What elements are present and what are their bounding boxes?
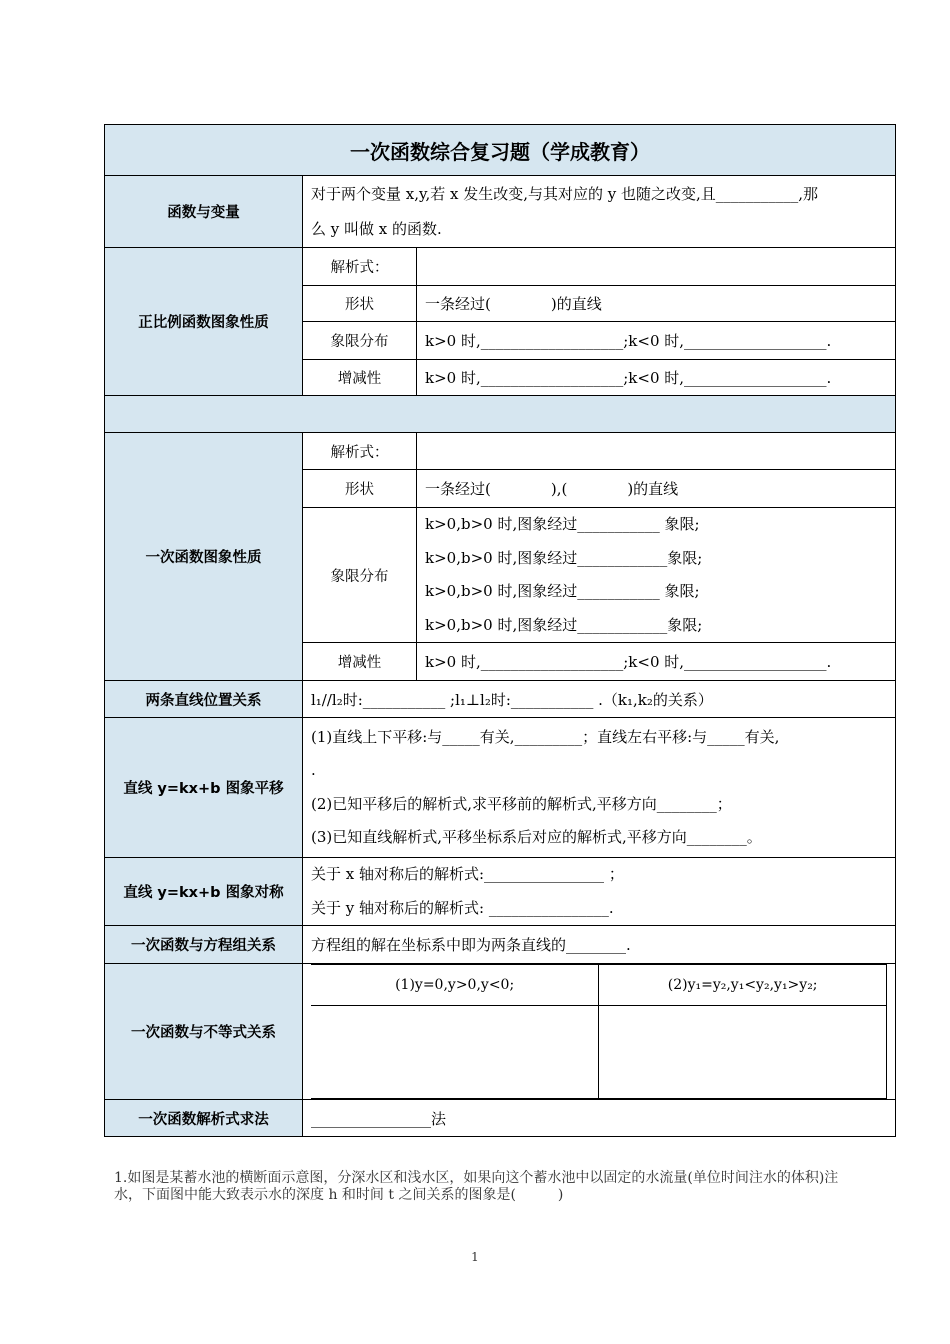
func-var-line-1: 对于两个变量 x,y,若 x 发生改变,与其对应的 y 也随之改变,且___________,那: [311, 184, 819, 203]
prop-quadrant-value: k>0 时,___________________;k<0 时,___________________.: [417, 322, 896, 360]
func-var-line-2: 么 y 叫做 x 的函数.: [311, 219, 442, 238]
row-label-equation: 一次函数与方程组关系: [105, 926, 303, 964]
linear-expr-value: [417, 433, 896, 470]
inequality-col-2: (2)y₁=y₂,y₁<y₂,y₁>y₂;: [599, 965, 887, 1006]
linear-quadrant-line: k>0,b>0 时,图象经过____________象限;: [425, 615, 703, 634]
symmetry-line: 关于 y 轴对称后的解析式: ________________.: [311, 898, 614, 917]
prop-expr-label: 解析式：: [303, 248, 417, 286]
linear-quadrant-line: k>0,b>0 时,图象经过___________ 象限;: [425, 582, 700, 600]
linear-mono-value: k>0 时,___________________;k<0 时,___________________.: [417, 643, 896, 681]
translate-line: (2)已知平移后的解析式,求平移前的解析式,平移方向________；: [311, 794, 732, 813]
row-label-translate: 直线 y=kx+b 图象平移: [105, 718, 303, 858]
linear-shape-label: 形状: [303, 470, 417, 508]
review-table: [104, 124, 896, 1137]
inequality-cell: [303, 964, 896, 1100]
method-value: ________________法: [303, 1100, 896, 1137]
func-var-definition: [303, 176, 896, 248]
prop-mono-value: k>0 时,___________________;k<0 时,___________________.: [417, 360, 896, 396]
prop-shape-value: 一条经过( )的直线: [417, 286, 896, 322]
row-label-linear: 一次函数图象性质: [105, 433, 303, 681]
translate-list: [303, 718, 896, 858]
linear-quadrant-label: 象限分布: [303, 508, 417, 643]
row-label-method: 一次函数解析式求法: [105, 1100, 303, 1137]
separator-row: [105, 396, 896, 433]
linear-expr-label: 解析式：: [303, 433, 417, 470]
prop-expr-value: [417, 248, 896, 286]
inequality-grid: [311, 964, 887, 1099]
translate-line: (3)已知直线解析式,平移坐标系后对应的解析式,平移方向________。: [311, 828, 762, 846]
row-label-func-var: 函数与变量: [105, 176, 303, 248]
row-label-inequality: 一次函数与不等式关系: [105, 964, 303, 1100]
review-sheet: [104, 124, 895, 1137]
page-number: 1: [471, 1250, 479, 1264]
linear-quadrant-list: [417, 508, 896, 643]
translate-line: .: [311, 761, 316, 779]
linear-mono-label: 增减性: [303, 643, 417, 681]
prop-quadrant-label: 象限分布: [303, 322, 417, 360]
row-label-proportional: 正比例函数图象性质: [105, 248, 303, 396]
translate-line: (1)直线上下平移:与_____有关,_________；直线左右平移:与_____有关,: [311, 727, 780, 746]
symmetry-list: [303, 858, 896, 926]
position-value: l₁//l₂时:___________ ;l₁⊥l₂时:___________ .（k₁,k₂的关系）: [303, 681, 896, 718]
equation-value: 方程组的解在坐标系中即为两条直线的________.: [303, 926, 896, 964]
prop-mono-label: 增减性: [303, 360, 417, 396]
inequality-blank-2: [599, 1006, 887, 1099]
inequality-col-1: (1)y=0,y>0,y<0;: [311, 965, 599, 1006]
row-label-symmetry: 直线 y=kx+b 图象对称: [105, 858, 303, 926]
linear-shape-value: 一条经过( ),( )的直线: [417, 470, 896, 508]
question-1: 1.如图是某蓄水池的横断面示意图，分深水区和浅水区，如果向这个蓄水池中以固定的水流量(单位时间注水的体积)注水，下面图中能大致表示水的深度 h 和时间 t 之间关系的图象是( ): [114, 1170, 839, 1203]
row-label-position: 两条直线位置关系: [105, 681, 303, 718]
linear-quadrant-line: k>0,b>0 时,图象经过____________象限;: [425, 548, 703, 567]
linear-quadrant-line: k>0,b>0 时,图象经过___________ 象限;: [425, 515, 700, 533]
inequality-blank-1: [311, 1006, 599, 1099]
table-title: 一次函数综合复习题（学成教育）: [105, 125, 896, 176]
prop-shape-label: 形状: [303, 286, 417, 322]
symmetry-line: 关于 x 轴对称后的解析式:________________ ；: [311, 865, 624, 883]
